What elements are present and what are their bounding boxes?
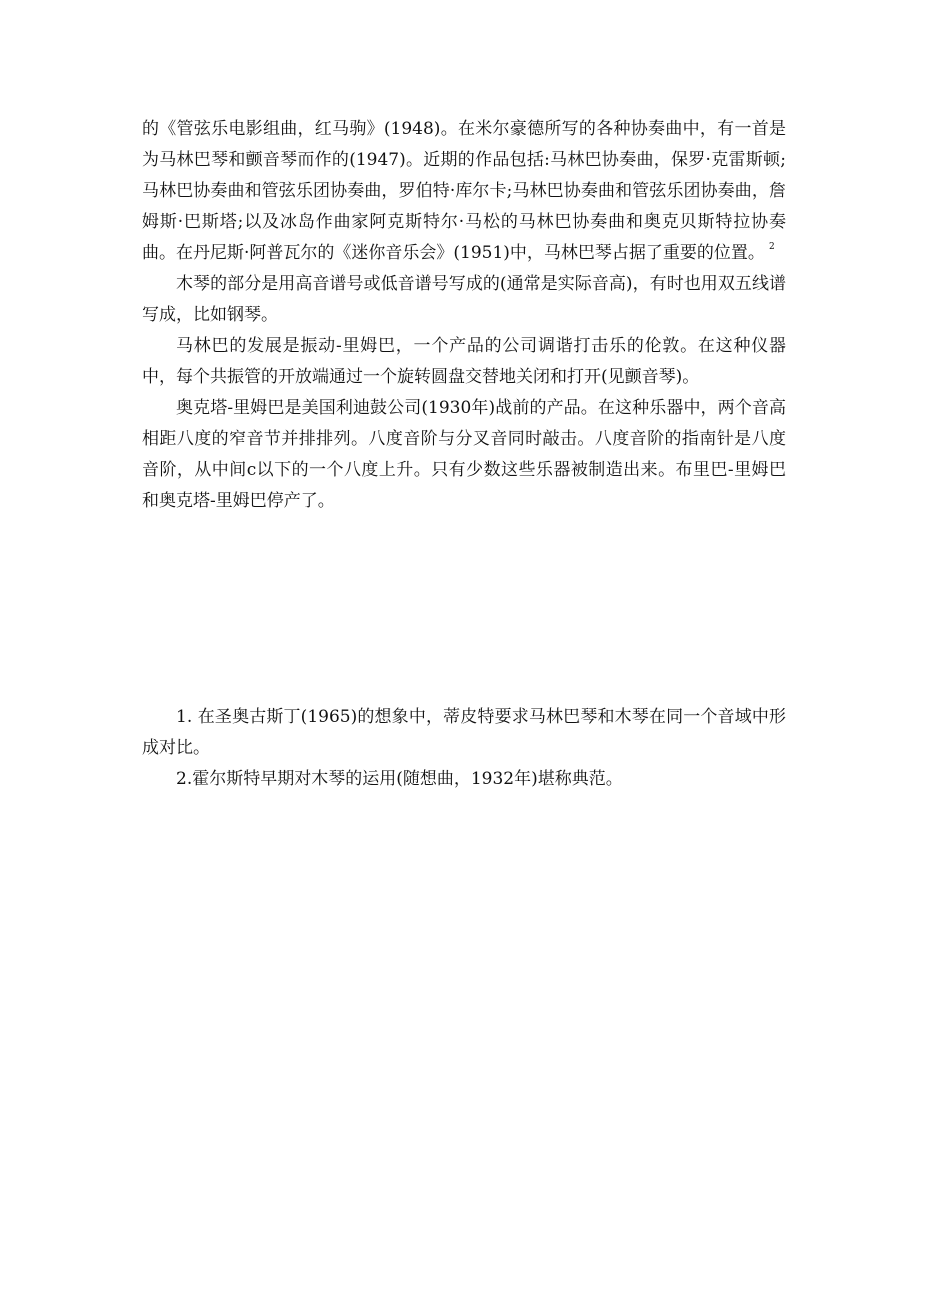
paragraph-xylophone-notation (142, 269, 786, 331)
footnotes-section (142, 702, 786, 795)
body-text (142, 114, 786, 517)
paragraph-continued (142, 114, 786, 269)
paragraph-text: 的《管弦乐电影组曲，红马驹》(1948)。在米尔豪德所写的各种协奏曲中，有一首是为马林巴琴和颤音琴而作的(1947)。近期的作品包括:马林巴协奏曲，保罗·克雷斯顿;马林巴协奏曲和管弦乐团协奏曲，罗伯特·库尔卡;马林巴协奏曲和管弦乐团协奏曲，詹姆斯·巴斯塔;以及冰岛作曲家阿克斯特尔·马松的马林巴协奏曲和奥克贝斯特拉协奏曲。在丹尼斯·阿普瓦尔的《迷你音乐会》(1951)中，马林巴琴占据了重要的位置。 (142, 119, 786, 263)
footnote-2: 2.霍尔斯特早期对木琴的运用(随想曲，1932年)堪称典范。 (176, 769, 623, 789)
paragraph-vibra-rimba (142, 331, 786, 393)
paragraph-text: 奥克塔-里姆巴是美国利迪鼓公司(1930年)战前的产品。在这种乐器中，两个音高相距八度的窄音节并排排列。八度音阶与分叉音同时敲击。八度音阶的指南针是八度音阶，从中间c以下的一个八度上升。只有少数这些乐器被制造出来。布里巴-里姆巴和奥克塔-里姆巴停产了。 (142, 398, 786, 511)
paragraph-text: 木琴的部分是用高音谱号或低音谱号写成的(通常是实际音高)，有时也用双五线谱写成，比如钢琴。 (142, 274, 786, 325)
paragraph-octa-rimba (142, 393, 786, 517)
footnote-reference: 2 (768, 242, 775, 252)
paragraph-text: 马林巴的发展是振动-里姆巴，一个产品的公司调谐打击乐的伦敦。在这种仪器中，每个共振管的开放端通过一个旋转圆盘交替地关闭和打开(见颤音琴)。 (142, 336, 786, 387)
footnote-1: 1. 在圣奥古斯丁(1965)的想象中，蒂皮特要求马林巴琴和木琴在同一个音域中形成对比。 (142, 707, 786, 758)
